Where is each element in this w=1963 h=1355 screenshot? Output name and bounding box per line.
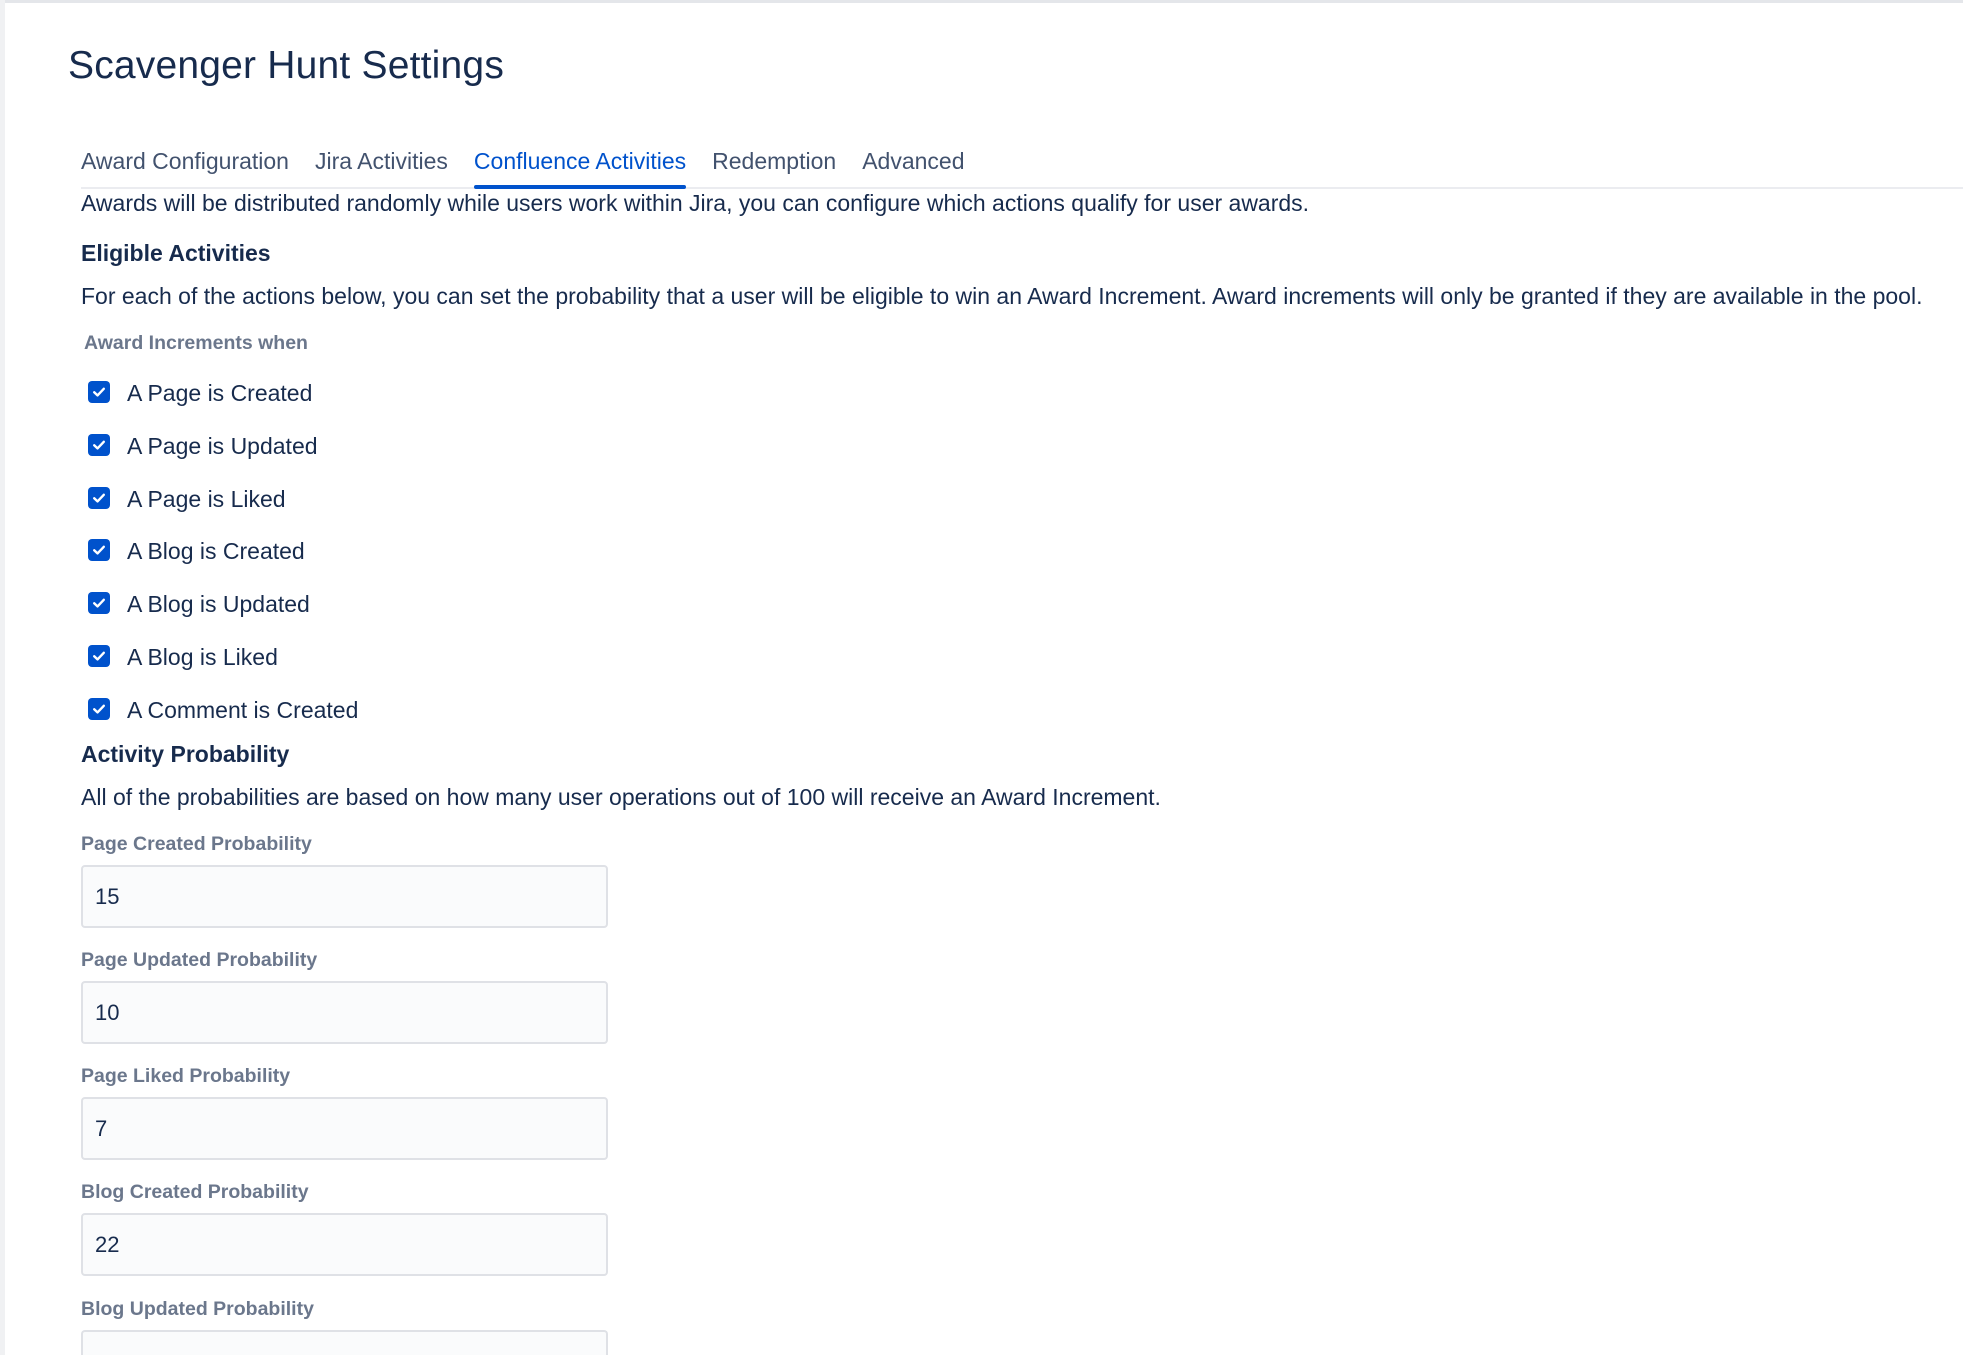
top-border: [0, 0, 1963, 3]
checkbox-checked-icon[interactable]: [88, 592, 110, 614]
activity-probability-heading: Activity Probability: [81, 741, 290, 767]
checkbox-checked-icon[interactable]: [88, 434, 110, 456]
eligible-activities-heading: Eligible Activities: [81, 240, 271, 266]
award-increments-label: Award Increments when: [84, 332, 308, 354]
tab-award-configuration[interactable]: Award Configuration: [81, 148, 289, 174]
page-created-probability-input[interactable]: [81, 865, 608, 928]
page-updated-probability-input[interactable]: [81, 981, 608, 1044]
tab-jira-activities[interactable]: Jira Activities: [314, 148, 448, 174]
checkbox-checked-icon[interactable]: [88, 487, 110, 509]
eligible-activities-list: [88, 371, 358, 741]
checkbox-label: A Blog is Liked: [127, 643, 278, 670]
intro-text: Awards will be distributed randomly while users work within Jira, you can configure which actions qualify for user awards.: [81, 190, 1310, 216]
checkbox-label: A Comment is Created: [127, 696, 359, 723]
checkbox-checked-icon[interactable]: [88, 381, 110, 403]
page-updated-probability-label: Page Updated Probability: [81, 949, 318, 971]
checkbox-label: A Blog is Created: [127, 538, 305, 565]
checkbox-label: A Page is Created: [127, 380, 313, 406]
checkbox-label: A Page is Updated: [127, 432, 318, 459]
blog-updated-probability-label: Blog Updated Probability: [81, 1298, 314, 1320]
page-created-probability-label: Page Created Probability: [81, 833, 312, 855]
eligible-activities-description: For each of the actions below, you can set the probability that a user will be eligible to win an Award Increment. Award increments will only be granted if they are available in the pool.: [81, 283, 1923, 309]
activity-probability-description: All of the probabilities are based on how many user operations out of 100 will receive an Award Increment.: [81, 784, 1161, 810]
page-title: Scavenger Hunt Settings: [68, 44, 505, 87]
settings-tabs: [81, 143, 1963, 189]
checkbox-blog-updated[interactable]: [88, 582, 358, 635]
tab-redemption[interactable]: Redemption: [712, 148, 837, 174]
left-border: [0, 0, 5, 1355]
checkbox-checked-icon[interactable]: [88, 539, 110, 561]
checkbox-page-liked[interactable]: [88, 477, 358, 530]
checkbox-checked-icon[interactable]: [88, 645, 110, 667]
blog-updated-probability-input[interactable]: [81, 1330, 608, 1355]
blog-created-probability-label: Blog Created Probability: [81, 1181, 309, 1203]
tab-confluence-activities[interactable]: Confluence Activities: [474, 143, 686, 187]
checkbox-page-created[interactable]: [88, 371, 358, 424]
checkbox-blog-liked[interactable]: [88, 635, 358, 688]
checkbox-checked-icon[interactable]: [88, 698, 110, 720]
checkbox-label: A Blog is Updated: [127, 591, 310, 618]
page-liked-probability-input[interactable]: [81, 1097, 608, 1160]
checkbox-comment-created[interactable]: [88, 688, 358, 741]
checkbox-page-updated[interactable]: [88, 424, 358, 477]
checkbox-blog-created[interactable]: [88, 529, 358, 582]
blog-created-probability-input[interactable]: [81, 1213, 608, 1276]
page-liked-probability-label: Page Liked Probability: [81, 1065, 291, 1087]
tab-advanced[interactable]: Advanced: [862, 148, 965, 174]
checkbox-label: A Page is Liked: [127, 485, 286, 512]
